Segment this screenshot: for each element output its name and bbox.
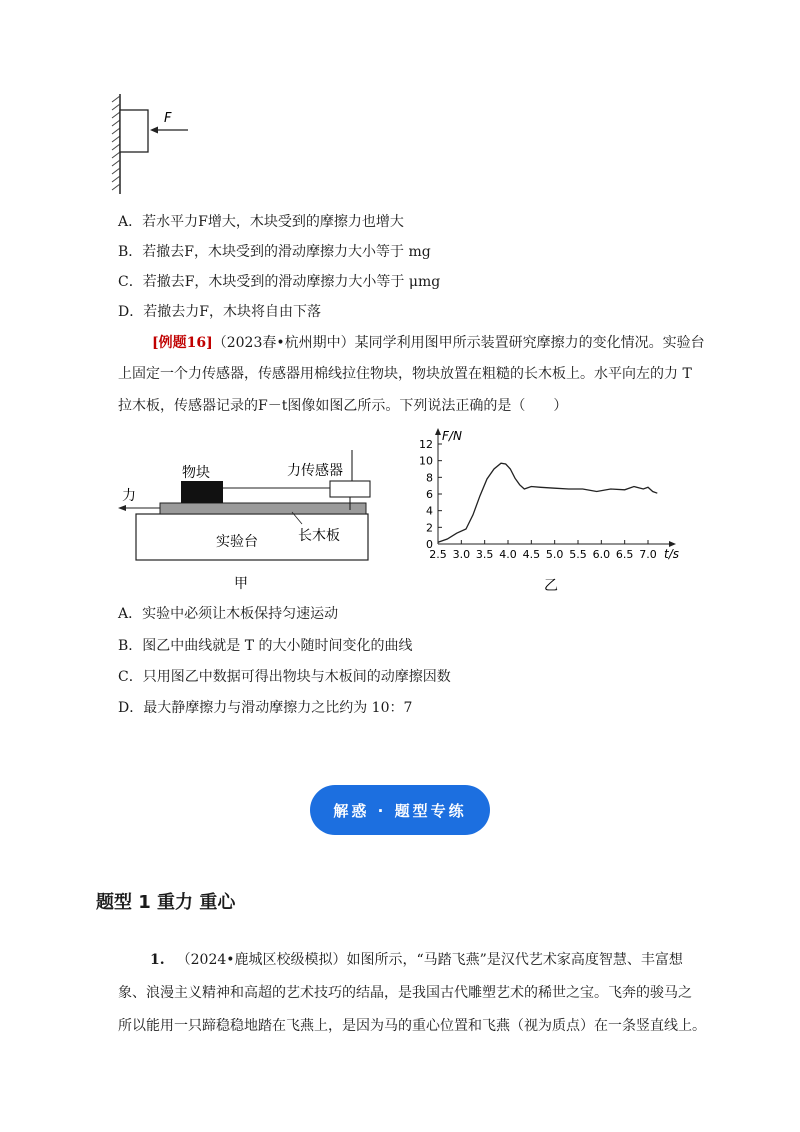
y-axis-arrow-icon <box>435 428 441 435</box>
wall-block-figure <box>108 92 198 196</box>
force-label: F <box>164 111 172 126</box>
force-arrow-icon <box>150 127 158 134</box>
option-d: D．若撤去力F，木块将自由下落 <box>118 304 321 320</box>
table-label: 实验台 <box>216 534 258 550</box>
apparatus-figure <box>112 440 384 600</box>
example-option-d: D．最大静摩擦力与滑动摩擦力之比约为 10：7 <box>118 700 413 716</box>
x-tick-label: 4.5 <box>522 548 541 561</box>
example-option-a: A．实验中必须让木板保持匀速运动 <box>118 606 339 622</box>
long-board <box>160 503 366 514</box>
y-tick-label: 4 <box>426 504 433 518</box>
section-title: 题型 1 重力 重心 <box>96 892 236 913</box>
y-tick-label: 10 <box>419 454 433 468</box>
x-tick-label: 7.0 <box>639 548 657 561</box>
object-block <box>181 481 223 503</box>
x-tick-label: 3.0 <box>452 548 471 561</box>
pull-arrow-icon <box>118 505 126 511</box>
y-tick-label: 2 <box>426 521 433 535</box>
x-tick-label: 4.0 <box>499 548 517 561</box>
x-axis-label: t/s <box>664 547 679 561</box>
option-c: C．若撤去F，木块受到的滑动摩擦力大小等于 μmg <box>118 274 441 290</box>
question-1-line3: 所以能用一只蹄稳稳地踏在飞燕上，是因为马的重心位置和飞燕（视为质点）在一条竖直线上。 <box>118 1018 706 1034</box>
x-tick-label: 6.5 <box>615 548 634 561</box>
force-sensor <box>330 481 370 497</box>
question-1-line2: 象、浪漫主义精神和高超的艺术技巧的结晶，是我国古代雕塑艺术的稀世之宝。飞奔的骏马之 <box>118 985 692 1001</box>
wooden-block <box>120 110 148 152</box>
x-tick-label: 2.5 <box>429 548 447 561</box>
example-16-line3: 拉木板，传感器记录的F－t图像如图乙所示。下列说法正确的是（ ） <box>118 398 568 414</box>
y-tick-label: 8 <box>426 471 433 485</box>
force-time-chart <box>412 424 692 600</box>
example-16-line1: [例题16]（2023春•杭州期中）某同学利用图甲所示装置研究摩擦力的变化情况。实验台 <box>152 335 705 351</box>
x-tick-label: 5.5 <box>569 548 587 561</box>
y-tick-label: 12 <box>419 438 433 451</box>
board-label: 长木板 <box>298 528 340 544</box>
x-tick-label: 3.5 <box>475 548 494 561</box>
chart-caption: 乙 <box>544 578 558 594</box>
example-option-b: B．图乙中曲线就是 T 的大小随时间变化的曲线 <box>118 638 413 654</box>
x-tick-label: 5.0 <box>545 548 564 561</box>
example-tag: [例题16] <box>152 335 213 351</box>
option-a: A．若水平力F增大，木块受到的摩擦力也增大 <box>118 214 404 230</box>
y-axis-label: F/N <box>442 429 462 443</box>
caption-jia: 甲 <box>234 576 248 592</box>
force-direction-label: 力 <box>122 488 136 504</box>
example-16-line2: 上固定一个力传感器，传感器用棉线拉住物块，物块放置在粗糙的长木板上。水平向左的力 T <box>118 366 692 382</box>
practice-banner: 解惑 · 题型专练 <box>310 785 490 835</box>
block-label: 物块 <box>182 465 210 481</box>
chart-series-line <box>438 463 657 542</box>
example-option-c: C．只用图乙中数据可得出物块与木板间的动摩擦因数 <box>118 669 451 685</box>
question-number: 1. <box>150 952 165 968</box>
option-b: B．若撤去F，木块受到的滑动摩擦力大小等于 mg <box>118 244 431 260</box>
x-tick-label: 6.0 <box>592 548 611 561</box>
sensor-label: 力传感器 <box>287 463 343 479</box>
question-1-line1: 1. （2024•鹿城区校级模拟）如图所示，“马踏飞燕”是汉代艺术家高度智慧、丰富想 <box>150 952 683 968</box>
y-tick-label: 6 <box>426 488 433 501</box>
y-tick-label: 0 <box>426 538 433 551</box>
